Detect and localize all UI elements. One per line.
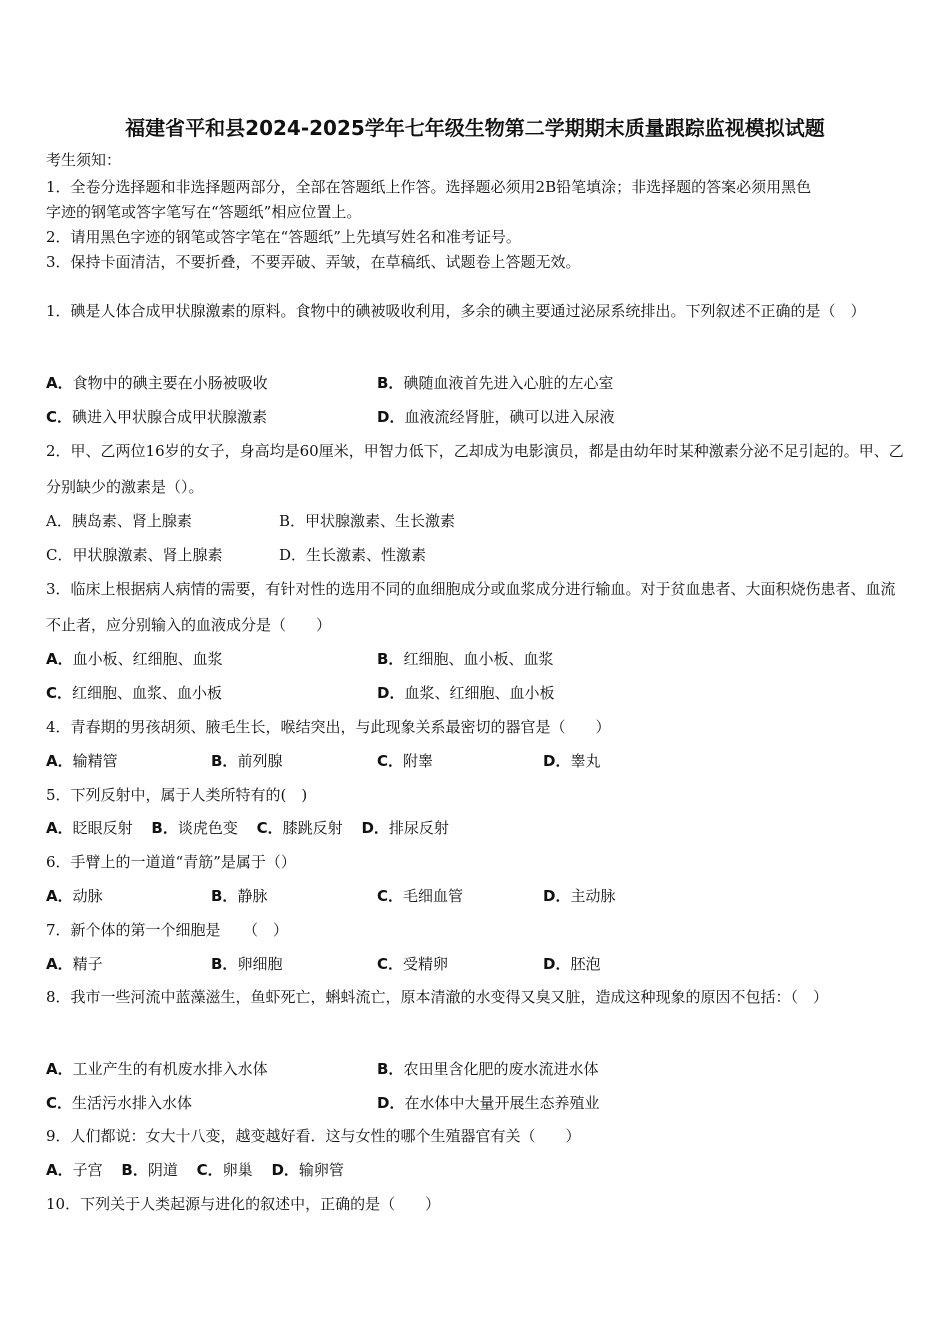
option-c: C．附睾 <box>377 752 434 770</box>
question-stem: 3．临床上根据病人病情的需要，有针对性的选用不同的血细胞成分或血浆成分进行输血。对于贫血患者、大面积烧伤患者、血流不止者，应分别输入的血液成分是（ ） <box>46 580 896 634</box>
option-b: B．甲状腺激素、生长激素 <box>279 512 456 530</box>
option-a: A．工业产生的有机废水排入水体 <box>46 1060 268 1078</box>
notice-item: 字迹的钢笔或答字笔写在“答题纸”相应位置上。 <box>46 203 362 221</box>
option-a: A．血小板、红细胞、血浆 <box>46 650 223 668</box>
question-stem: 2．甲、乙两位16岁的女子，身高均是60厘米，甲智力低下，乙却成为电影演员，都是由幼年时某种激素分泌不足引起的。甲、乙分别缺少的激素是（）。 <box>46 442 904 496</box>
option-b: B．阴道 <box>121 1161 178 1179</box>
notice-item: 1．全卷分选择题和非选择题两部分，全部在答题纸上作答。选择题必须用2B铅笔填涂；非选择题的答案必须用黑色 <box>46 178 812 196</box>
question-stem: 7．新个体的第一个细胞是 （ ） <box>46 921 289 939</box>
option-a: A．食物中的碘主要在小肠被吸收 <box>46 374 268 392</box>
option-a: A．子宫 <box>46 1161 103 1179</box>
option-d: D．生长激素、性激素 <box>279 546 427 564</box>
option-a: A．输精管 <box>46 752 118 770</box>
question-stem: 9．人们都说：女大十八变，越变越好看．这与女性的哪个生殖器官有关（ ） <box>46 1127 581 1145</box>
page-title: 福建省平和县2024-2025学年七年级生物第二学期期末质量跟踪监视模拟试题 <box>125 116 825 140</box>
option-c: C．红细胞、血浆、血小板 <box>46 684 223 702</box>
option-d: D．血液流经肾脏，碘可以进入尿液 <box>377 408 615 426</box>
option-d: D．主动脉 <box>543 887 616 905</box>
notice-heading: 考生须知： <box>46 151 122 169</box>
notice-item: 3．保持卡面清洁，不要折叠，不要弄破、弄皱，在草稿纸、试题卷上答题无效。 <box>46 253 581 271</box>
question-stem: 1．碘是人体合成甲状腺激素的原料。食物中的碘被吸收利用，多余的碘主要通过泌尿系统排出。下列叙述不正确的是（ ） <box>46 302 866 320</box>
option-c: C．受精卵 <box>377 955 449 973</box>
question-stem: 10．下列关于人类起源与进化的叙述中，正确的是（ ） <box>46 1195 441 1213</box>
option-b: B．静脉 <box>211 887 268 905</box>
option-d: D．在水体中大量开展生态养殖业 <box>377 1094 600 1112</box>
question-stem: 6．手臂上的一道道“青筋”是属于（） <box>46 853 296 871</box>
option-a: A．眨眼反射 <box>46 819 133 837</box>
notice-item: 2．请用黑色字迹的钢笔或答字笔在“答题纸”上先填写姓名和准考证号。 <box>46 228 521 246</box>
option-b: B．碘随血液首先进入心脏的左心室 <box>377 374 614 392</box>
option-d: D．血浆、红细胞、血小板 <box>377 684 555 702</box>
option-c: C．膝跳反射 <box>256 819 343 837</box>
option-c: C．生活污水排入水体 <box>46 1094 193 1112</box>
option-b: B．农田里含化肥的废水流进水体 <box>377 1060 599 1078</box>
question-stem: 8．我市一些河流中蓝藻滋生，鱼虾死亡，蝌蚪流亡，原本清澈的水变得又臭又脏，造成这种现象的原因不包括：（ ） <box>46 988 829 1006</box>
option-d: D．胚泡 <box>543 955 601 973</box>
option-b: B．红细胞、血小板、血浆 <box>377 650 554 668</box>
option-d: D．睾丸 <box>543 752 601 770</box>
option-a: A．精子 <box>46 955 103 973</box>
option-b: B．谈虎色变 <box>151 819 238 837</box>
question-stem: 4．青春期的男孩胡须、腋毛生长，喉结突出，与此现象关系最密切的器官是（ ） <box>46 718 611 736</box>
option-c: C．毛细血管 <box>377 887 464 905</box>
option-c: C．甲状腺激素、肾上腺素 <box>46 546 223 564</box>
option-row <box>46 1160 358 1180</box>
option-a: A．胰岛素、肾上腺素 <box>46 512 192 530</box>
option-b: B．卵细胞 <box>211 955 283 973</box>
option-a: A．动脉 <box>46 887 103 905</box>
option-c: C．碘进入甲状腺合成甲状腺激素 <box>46 408 268 426</box>
option-c: C．卵巢 <box>196 1161 253 1179</box>
option-row <box>46 818 463 838</box>
option-d: D．输卵管 <box>271 1161 344 1179</box>
question-stem: 5．下列反射中，属于人类所特有的( ) <box>46 786 308 804</box>
option-b: B．前列腺 <box>211 752 283 770</box>
option-d: D．排尿反射 <box>361 819 449 837</box>
